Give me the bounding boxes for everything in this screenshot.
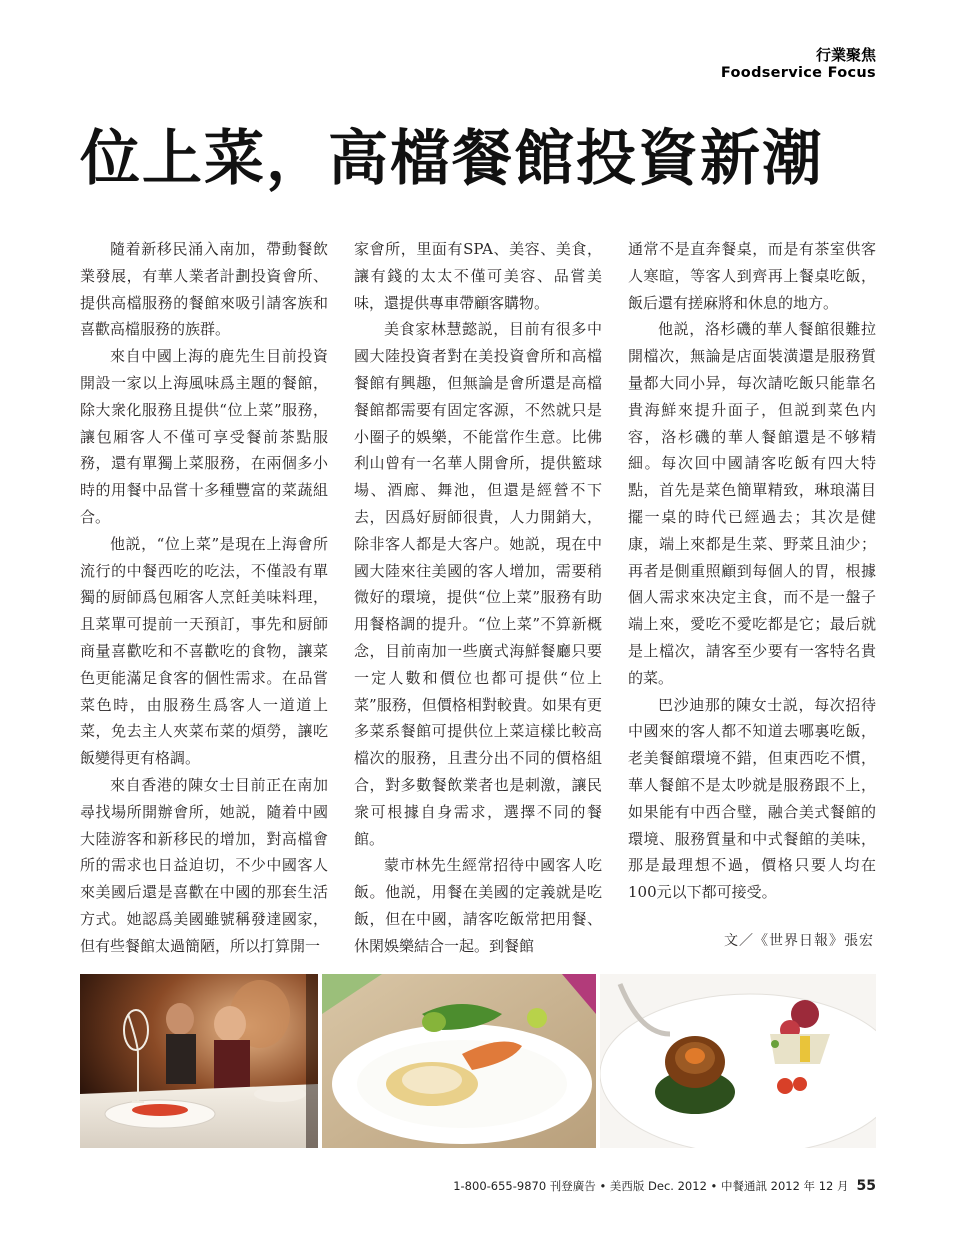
page-footer xyxy=(453,1178,876,1194)
text-column-3 xyxy=(628,236,876,906)
paragraph: 蒙市林先生經常招待中國客人吃飯。他説，用餐在美國的定義就是吃飯，但在中國，請客吃飯常把用餐、休閑娛樂結合一起。到餐館 xyxy=(354,856,602,955)
page-number: 55 xyxy=(856,1178,876,1194)
paragraph: 他説，洛杉磯的華人餐館很難拉開檔次，無論是店面裝潢還是服務質量都大同小异，每次請吃飯只能靠名貴海鮮來提升面子，但説到菜色内容，洛杉磯的華人餐館還是不够精細。每次回中國請客吃飯有四大特點，首先是菜色簡單精致，琳琅滿目擺一桌的時代已經過去；其次是健康，端上來都是生菜、野菜且油少；再者是側重照顧到每個人的胃，根據個人需求來决定主食，而不是一盤子端上來，愛吃不愛吃都是它；最后就是上檔次，請客至少要有一客特名貴的菜。 xyxy=(628,320,876,687)
paragraph: 通常不是直奔餐桌，而是有茶室供客人寒暄，等客人到齊再上餐桌吃飯，飯后還有搓麻將和休息的地方。 xyxy=(628,240,876,312)
paragraph: 家會所，里面有SPA、美容、美食，讓有錢的太太不僅可美容、品嘗美味，還提供專車帶顧客購物。 xyxy=(354,240,602,312)
footer-text: 1-800-655-9870 刊登廣告 • 美西版 Dec. 2012 • 中餐通訊 2012 年 12 月 xyxy=(453,1179,849,1193)
text-column-1 xyxy=(80,236,328,960)
shrimp-dish-photo xyxy=(322,974,596,1148)
paragraph: 他説，“位上菜”是現在上海會所流行的中餐西吃的吃法，不僅設有單獨的厨師爲包厢客人烹飪美味料理，且菜單可提前一天預訂，事先和厨師商量喜歡吃和不喜歡吃的食物，讓菜色更能滿足食客的個性需求。在品嘗菜色時，由服務生爲客人一道道上菜，免去主人夾菜布菜的煩勞，讓吃飯變得更有格調。 xyxy=(80,534,328,768)
section-header xyxy=(721,46,876,82)
paragraph: 隨着新移民涌入南加，帶動餐飲業發展，有華人業者計劃投資會所、提供高檔服務的餐館來吸引請客族和喜歡高檔服務的族群。 xyxy=(80,240,328,339)
text-column-2 xyxy=(354,236,602,960)
paragraph: 巴沙迪那的陳女士説，每次招待中國來的客人都不知道去哪裏吃飯，老美餐館環境不錯，但東西吃不慣，華人餐館不是太吵就是服務跟不上，如果能有中西合璧，融合美式餐館的環境、服務質量和中式餐館的美味，那是最理想不過，價格只要人均在100元以下都可接受。 xyxy=(628,695,876,902)
article-title: 位上菜，高檔餐館投資新潮 xyxy=(80,124,824,194)
abalone-dish-photo xyxy=(600,974,876,1148)
section-label-zh: 行業聚焦 xyxy=(815,46,876,64)
paragraph: 來自中國上海的鹿先生目前投資開設一家以上海風味爲主題的餐館，除大衆化服務且提供“位上菜”服務，讓包厢客人不僅可享受餐前茶點服務，還有單獨上菜服務，在兩個多小時的用餐中品嘗十多種豐富的菜蔬組合。 xyxy=(80,347,328,526)
dining-scene-photo xyxy=(80,974,318,1148)
paragraph: 來自香港的陳女士目前正在南加尋找場所開辦會所，她説，隨着中國大陸游客和新移民的增加，對高檔會所的需求也日益迫切，不少中國客人來美國后還是喜歡在中國的那套生活方式。她認爲美國雖號稱發達國家，但有些餐館太過簡陋，所以打算開一 xyxy=(80,775,328,955)
section-label-en: Foodservice Focus xyxy=(720,65,876,81)
paragraph: 美食家林慧懿説，目前有很多中國大陸投資者對在美投資會所和高檔餐館有興趣，但無論是會所還是高檔餐館都需要有固定客源，不然就只是小圈子的娛樂，不能當作生意。比佛利山曾有一名華人開會所，提供籃球場、酒廊、舞池，但還是經營不下去，因爲好厨師很貴，人力開銷大，除非客人都是大客户。她説，現在中國大陸來往美國的客人增加，需要稍微好的環境，提供“位上菜”服務有助用餐格調的提升。“位上菜”不算新概念，目前南加一些廣式海鮮餐廳只要一定人數和價位也都可提供“位上菜”服務，但價格相對較貴。如果有更多菜系餐館可提供位上菜這樣比較高檔次的服務，且晝分出不同的價格組合，對多數餐飲業者也是刺激，讓民衆可根據自身需求，選擇不同的餐館。 xyxy=(354,320,602,848)
byline: 文／《世界日報》張宏 xyxy=(724,933,874,949)
